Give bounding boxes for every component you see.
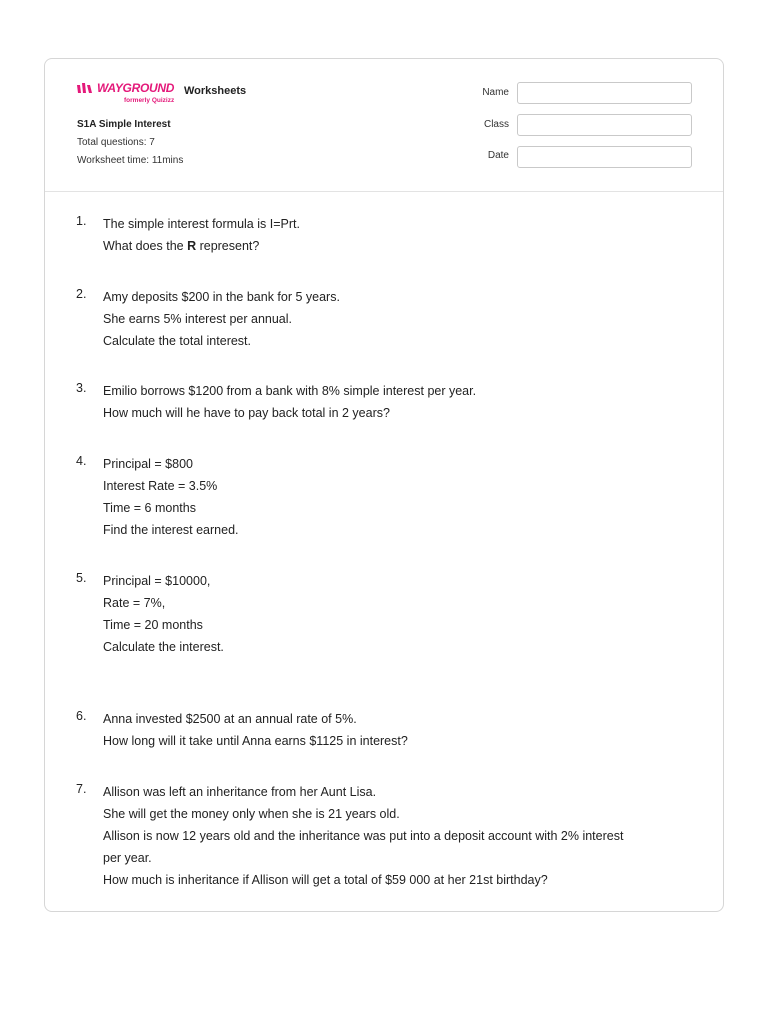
- question-line: What does the R represent?: [103, 239, 260, 253]
- class-label: Class: [483, 119, 509, 130]
- wayground-logo: [77, 81, 187, 107]
- worksheet-card: [44, 58, 724, 912]
- question-number: 3.: [76, 381, 87, 395]
- question-text: [103, 781, 703, 891]
- logo-mark-icon: [77, 83, 95, 95]
- question-line: Anna invested $2500 at an annual rate of 5%.: [103, 712, 357, 726]
- question-line: Amy deposits $200 in the bank for 5 years.: [103, 290, 340, 304]
- question-line: Allison was left an inheritance from her Aunt Lisa.: [103, 785, 377, 799]
- worksheet-header: [45, 59, 723, 192]
- question-text: [103, 708, 703, 752]
- question-line: Emilio borrows $1200 from a bank with 8% simple interest per year.: [103, 384, 477, 398]
- question-number: 7.: [76, 782, 87, 796]
- question-line: How long will it take until Anna earns $1125 in interest?: [103, 734, 408, 748]
- name-field[interactable]: [517, 82, 692, 104]
- worksheet-time: Worksheet time: 11mins: [77, 155, 184, 166]
- question-number: 1.: [76, 214, 87, 228]
- emphasized-variable: R: [187, 239, 197, 253]
- question-line: Principal = $10000,: [103, 574, 211, 588]
- question-line: Calculate the total interest.: [103, 334, 251, 348]
- logo-tagline: formerly Quizizz: [124, 97, 175, 104]
- question-text: [103, 570, 703, 658]
- question-line: Find the interest earned.: [103, 523, 239, 537]
- question-text: [103, 213, 703, 257]
- question-line: Rate = 7%,: [103, 596, 166, 610]
- question-line: Time = 20 months: [103, 618, 203, 632]
- question-number: 4.: [76, 454, 87, 468]
- question-line: Calculate the interest.: [103, 640, 224, 654]
- question-line: She earns 5% interest per annual.: [103, 312, 293, 326]
- question-number: 6.: [76, 709, 87, 723]
- question-line: The simple interest formula is I=Prt.: [103, 217, 300, 231]
- question-line: She will get the money only when she is 21 years old.: [103, 807, 400, 821]
- question-line: Allison is now 12 years old and the inheritance was put into a deposit account with 2% interest: [103, 829, 624, 843]
- name-label: Name: [482, 87, 509, 98]
- logo-wordmark: WAYGROUND: [97, 81, 175, 95]
- worksheet-title: S1A Simple Interest: [77, 119, 171, 130]
- question-number: 5.: [76, 571, 87, 585]
- question-text: [103, 453, 703, 541]
- question-line: Interest Rate = 3.5%: [103, 479, 218, 493]
- section-label: Worksheets: [184, 85, 247, 97]
- question-line: How much will he have to pay back total in 2 years?: [103, 406, 390, 420]
- question-text: [103, 286, 703, 352]
- question-text: [103, 380, 703, 424]
- date-label: Date: [487, 150, 509, 161]
- question-line: per year.: [103, 851, 152, 865]
- question-line: Principal = $800: [103, 457, 193, 471]
- class-field[interactable]: [517, 114, 692, 136]
- question-line: How much is inheritance if Allison will get a total of $59 000 at her 21st birthday?: [103, 873, 548, 887]
- question-line: Time = 6 months: [103, 501, 196, 515]
- question-number: 2.: [76, 287, 87, 301]
- total-questions: Total questions: 7: [77, 137, 155, 148]
- date-field[interactable]: [517, 146, 692, 168]
